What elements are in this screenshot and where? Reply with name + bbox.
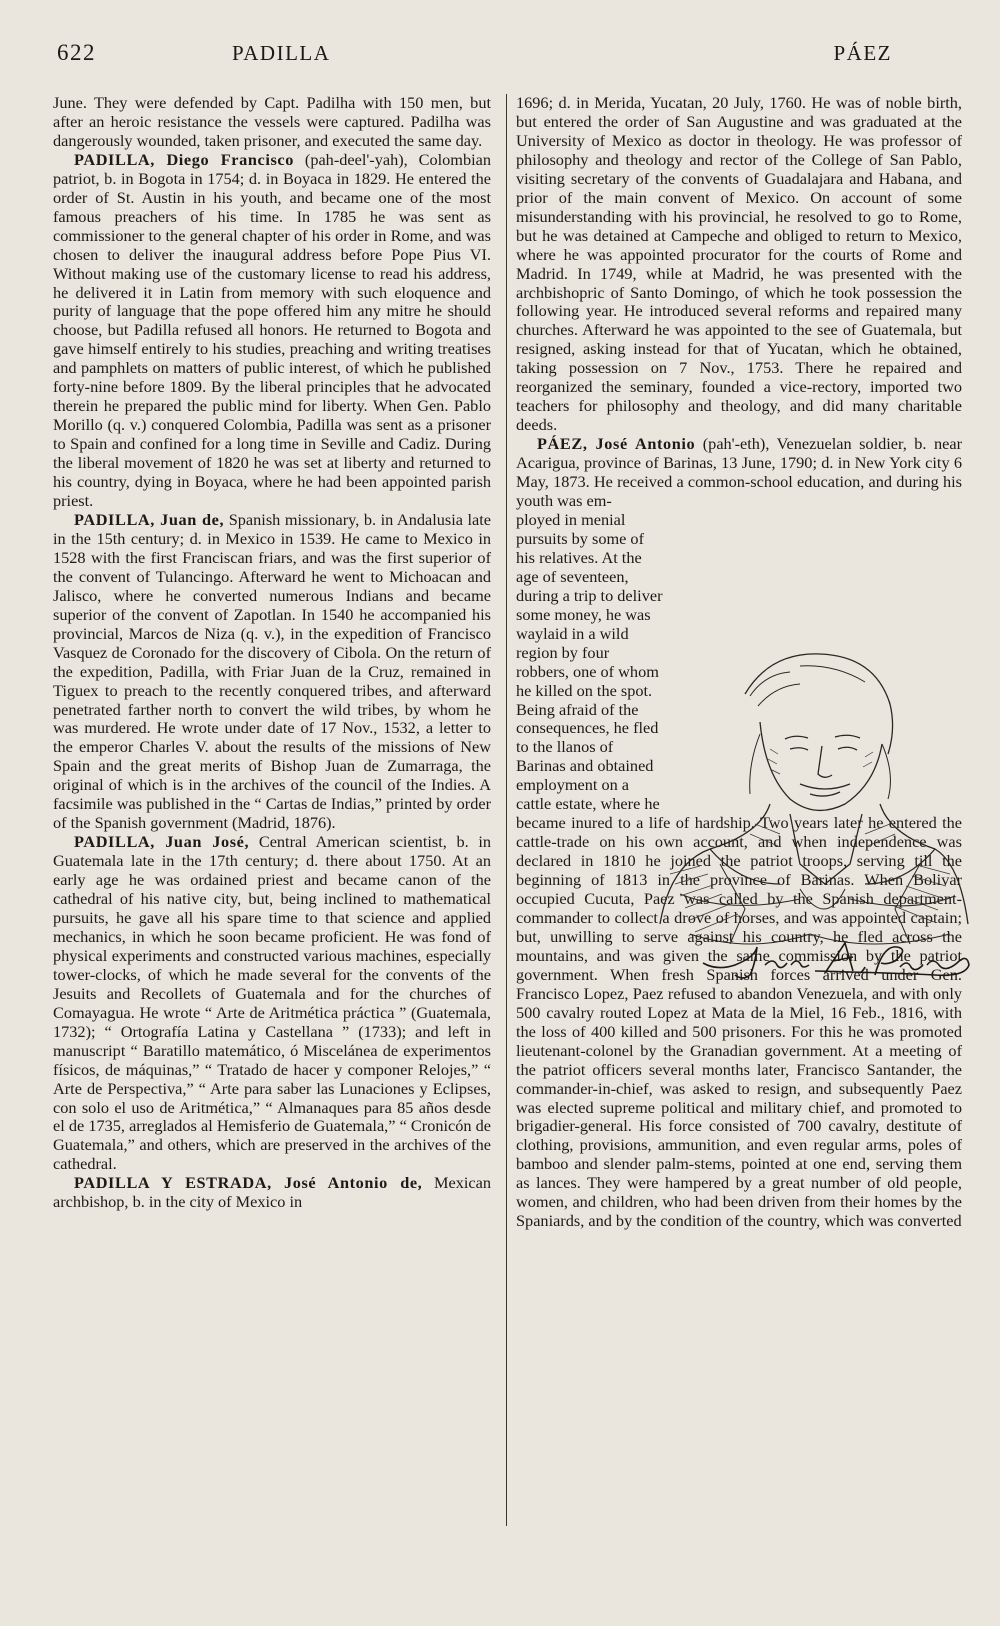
left-column bbox=[53, 94, 491, 1212]
entry-text: (pah'-eth), Venezuelan soldier, b. near Acarigua, province of Barinas, 13 June, 1790; d. in New York city 6 May, 1873. He received a common-school education, and during his youth was em- bbox=[516, 434, 962, 511]
entry-continuation: became inured to a life of hardship. Two years later he entered the cattle-trade on his own account, and when independence was declared in 1810 he joined the patriot troops, serving till the beginning of 1813 in the province of Barinas. When Bolivar occupied Cucuta, Paez was called by the Spanish department-commander to collect a drove of horses, and was appointed captain; but, unwilling to serve against his country, he fled across the mountains, and was given the same commission by the patriot government. When fresh Spanish forces arrived under Gen. Francisco Lopez, Paez refused to abandon Venezuela, and with only 500 cavalry routed Lopez at Mata de la Miel, 16 Feb., 1816, with the loss of 400 killed and 500 prisoners. For this he was promoted lieutenant-colonel by the Granadian government. At a meeting of the patriot officers several months later, Francisco Santander, the commander-in-chief, was asked to resign, and subsequently Paez was elected supreme political and military chief, and promoted to brigadier-general. His force consisted of 700 cavalry, destitute of clothing, provisions, ammunition, and even regular arms, poles of bamboo and slender palm-stems, pointed at one end, serving them as lances. They were hampered by a great number of old people, women, and children, who had been driven from their homes by the Spaniards, and by the condition of the country, which was converted bbox=[516, 813, 962, 1231]
portrait-engraving bbox=[650, 634, 970, 979]
header-left-title: PADILLA bbox=[232, 41, 331, 65]
entry-text: Mexican archbishop, b. in the city of Mexico in bbox=[53, 1173, 491, 1212]
entry-headword: PADILLA, Diego Francisco bbox=[74, 149, 294, 169]
continued-paragraph: June. They were defended by Capt. Padilha with 150 men, but after an heroic resistance the vessels were captured. Padilha was dangerously wounded, taken prisoner, and executed the same day. bbox=[53, 93, 491, 150]
entry-padilla-juan-jose bbox=[53, 833, 491, 1174]
header-right-title: PÁEZ bbox=[833, 41, 892, 65]
running-header bbox=[57, 40, 942, 70]
entry-headword: PADILLA, Juan de, bbox=[74, 509, 225, 529]
entry-text: Central American scientist, b. in Guatemala late in the 17th century; d. there about 1750. At an early age he was ordained priest and became canon of the cathedral of his native city, but, being inclined to mathematical pursuits, he gave all his spare time to that science and applied mechanics, in which he soon became proficient. He was fond of physical experiments and constructed various machines, especially tower-clocks, of which he made several for the convents of the Jesuits and Recollets of Guatemala and for the churches of Comayagua. He wrote “ Arte de Aritmética práctica ” (Guatemala, 1732); “ Ortografía Latina y Castellana ” (1733); and left in manuscript “ Baratillo matemático, ó Miscelánea de experimentos físicos, de máquinas,” “ Tratado de hacer y componer Relojes,” “ Arte de Perspectiva,” “ Arte para saber las Lunaciones y Eclipses, con solo el uso de Aritmética,” “ Almanaques para 85 años desde el de 1735, arreglados al Hemisferio de Guatemala,” “ Cronicón de Guatemala,” and others, which are preserved in the archives of the cathedral. bbox=[53, 832, 491, 1174]
entry-padilla-juan-de bbox=[53, 511, 491, 833]
entry-text: Spanish missionary, b. in Andalusia late in the 15th century; d. in Mexico in 1539. He came to Mexico in 1528 with the first Franciscan friars, and was the first superior of the convent of Tulancingo. Afterward he went to Michoacan and Jalisco, where he converted numerous Indians and became superior of the convent of Zapotlan. In 1540 he accompanied his provincial, Marcos de Niza (q. v.), in the expedition of Francisco Vasquez de Coronado for the discovery of Cibola. On the return of the expedition, Padilla, with Friar Juan de la Cruz, remained in Tiguex to preach to the recently conquered tribes, and afterward penetrated farther north to convert the wild tribes, by whom he was murdered. He wrote under date of 17 Nov., 1532, a letter to the emperor Charles V. about the results of the missions of New Spain and the great merits of Bishop Juan de Zumarraga, the original of which is in the archives of the council of the Indies. A facsimile was published in the “ Cartas de Indias,” printed by order of the Spanish government (Madrid, 1876). bbox=[53, 509, 491, 833]
entry-padilla-y-estrada bbox=[53, 1174, 491, 1212]
wrapped-text: ployed in menial pursuits by some of his relatives. At the age of seventeen, during a trip to deliver some money, he was waylaid in a wild region by four robbers, one of whom he killed on the spot. Being afraid of the consequences, he fled to the llanos of Barinas and obtained employment on a cattle estate, where he bbox=[516, 509, 663, 814]
column-divider bbox=[506, 94, 507, 1526]
entry-paez-jose-antonio bbox=[516, 435, 962, 511]
continued-paragraph: 1696; d. in Merida, Yucatan, 20 July, 1760. He was of noble birth, but entered the order of San Augustine and was graduated at the University of Mexico as doctor in theology. He was professor of philosophy and theology and rector of the College of San Pablo, visiting secretary of the convents of Guadalajara and Habana, and prior of the main convent of Mexico. On account of some misunderstanding with his provincial, he resolved to go to Rome, but he was detained at Campeche and obliged to return to Mexico, where he was appointed procurator for the courts of Rome and Madrid. In 1749, while at Madrid, he was presented with the archbishopric of Santo Domingo, of which he took possession the following year. He introduced several reforms and repaired many churches. Afterward he was appointed to the see of Guatemala, but resigned, asking instead for that of Yucatan, which he obtained, taking possession on 7 Nov., 1753. There he repaired and reorganized the seminary, founded a vice-rectory, imported two teachers for philosophy and theology, and did many charitable deeds. bbox=[516, 93, 962, 435]
page-number: 622 bbox=[57, 40, 96, 65]
entry-text: (pah-deel'-yah), Colombian patriot, b. in Bogota in 1754; d. in Boyaca in 1829. He entered the order of St. Austin in his youth, and became one of the most famous preachers of his time. In 1785 he was sent as commissioner to the general chapter of his order in Rome, and was chosen to deliver the inaugural address before Pope Pius VI. Without making use of the customary license to read his address, he delivered it in Latin from memory with such eloquence and purity of language that the pope offered him any mitre he should choose, but Padilla refused all honors. He returned to Bogota and gave himself entirely to his studies, preaching and writing treatises and pamphlets on matters of public interest, of which he published forty-nine before 1809. By the liberal principles that he advocated therein he prepared the public mind for liberty. When Gen. Pablo Morillo (q. v.) conquered Colombia, Padilla was sent as a prisoner to Spain and confined for a long time in Seville and Cadiz. During the liberal movement of 1820 he was set at liberty and returned to his country, dying in Boyaca, where he had been appointed parish priest. bbox=[53, 149, 491, 511]
entry-padilla-diego bbox=[53, 151, 491, 511]
signature-image bbox=[695, 935, 975, 985]
entry-headword: PADILLA, Juan José, bbox=[74, 832, 250, 852]
entry-headword: PADILLA Y ESTRADA, José Antonio de, bbox=[74, 1173, 423, 1193]
entry-headword: PÁEZ, José Antonio bbox=[537, 434, 696, 454]
